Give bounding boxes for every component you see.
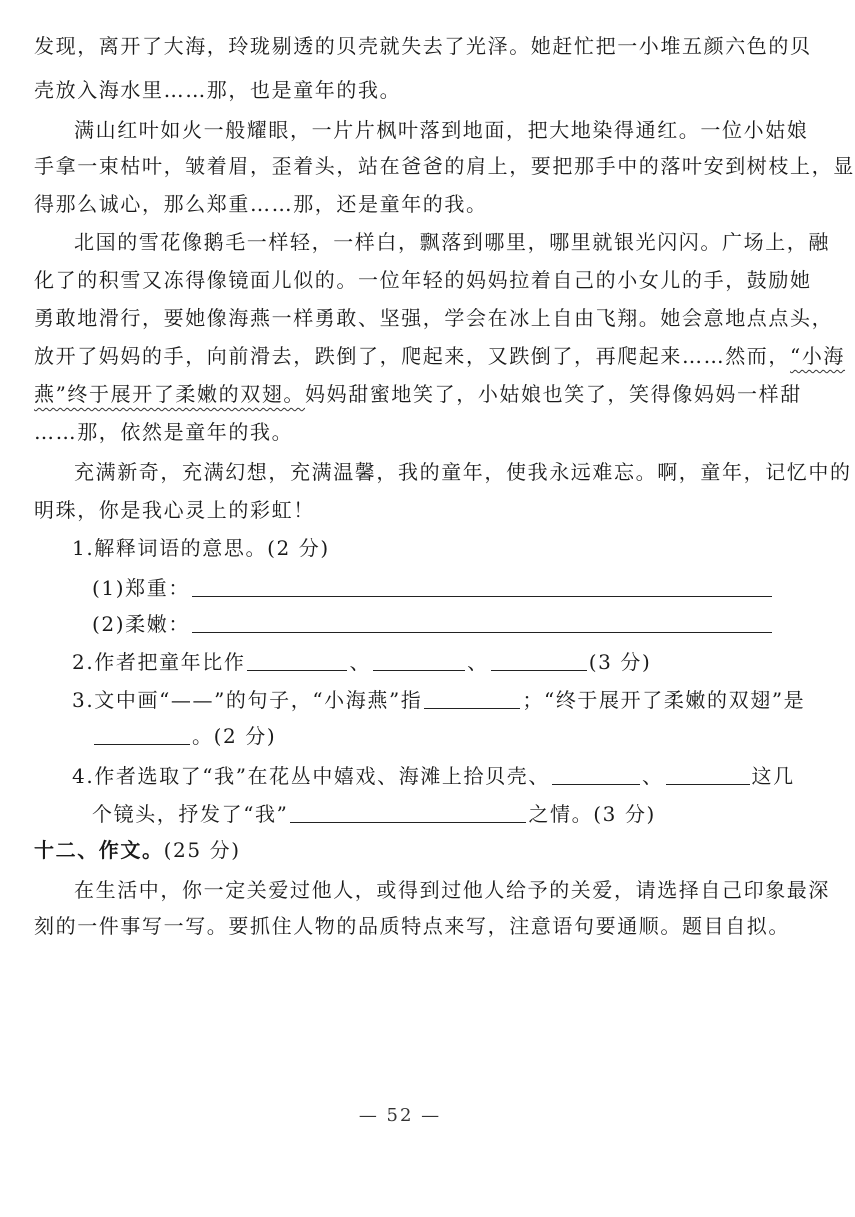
passage-line: 手拿一束枯叶，皱着眉，歪着头，站在爸爸的肩上，要把那手中的落叶安到树枝上，显 <box>34 154 855 178</box>
question-text: 个镜头，抒发了“我” <box>92 802 289 826</box>
score-label: (3 分) <box>588 650 652 674</box>
passage-line: 北国的雪花像鹅毛一样轻，一样白，飘落到哪里，哪里就银光闪闪。广场上，融 <box>74 230 830 254</box>
section-title: 十二、作文。 <box>34 838 164 862</box>
passage-line: 发现，离开了大海，玲珑剔透的贝壳就失去了光泽。她赶忙把一小堆五颜六色的贝 <box>34 34 812 58</box>
composition-heading <box>34 830 241 870</box>
question-label: (1)郑重： <box>92 576 190 600</box>
answer-blank[interactable] <box>94 720 190 745</box>
passage-line: 勇敢地滑行，要她像海燕一样勇敢、坚强，学会在冰上自由飞翔。她会意地点点头， <box>34 306 834 330</box>
answer-blank[interactable] <box>552 760 640 785</box>
score-label: 。(2 分) <box>192 724 277 748</box>
answer-blank[interactable] <box>424 684 520 709</box>
passage-text: 妈妈甜蜜地笑了，小姑娘也笑了，笑得像妈妈一样甜 <box>305 382 802 406</box>
question-1: 1.解释词语的意思。(2 分) <box>72 536 330 560</box>
question-text: ；“终于展开了柔嫩的双翅”是 <box>522 688 806 712</box>
separator: 、 <box>467 650 489 674</box>
answer-blank[interactable] <box>666 760 750 785</box>
passage-line <box>34 374 802 414</box>
answer-blank[interactable] <box>491 646 587 671</box>
wavy-underlined-sentence: 燕”终于展开了柔嫩的双翅。 <box>34 382 306 406</box>
passage-line <box>34 336 845 376</box>
answer-blank[interactable] <box>192 608 772 633</box>
passage-line: 化了的积雪又冻得像镜面儿似的。一位年轻的妈妈拉着自己的小女儿的手，鼓励她 <box>34 268 812 292</box>
question-text: 这几 <box>751 764 795 788</box>
question-label: (2)柔嫩： <box>92 612 190 636</box>
question-3 <box>72 680 805 720</box>
passage-line: 得那么诚心，那么郑重……那，还是童年的我。 <box>34 192 488 216</box>
separator: 、 <box>641 764 664 788</box>
question-4-cont <box>92 794 656 834</box>
question-text: 2.作者把童年比作 <box>72 650 246 674</box>
answer-blank[interactable] <box>373 646 465 671</box>
answer-blank[interactable] <box>290 798 526 823</box>
question-2 <box>72 642 651 682</box>
passage-line: ……那，依然是童年的我。 <box>34 420 294 444</box>
answer-blank[interactable] <box>247 646 347 671</box>
passage-text: 放开了妈妈的手，向前滑去，跌倒了，爬起来，又跌倒了，再爬起来……然而， <box>34 344 790 368</box>
score-label: (25 分) <box>163 838 241 862</box>
composition-prompt-line: 刻的一件事写一写。要抓住人物的品质特点来写，注意语句要通顺。题目自拟。 <box>34 914 790 938</box>
separator: 、 <box>349 650 372 674</box>
page-number: — 52 — <box>358 1105 442 1126</box>
question-text: 之情。(3 分) <box>528 802 656 826</box>
question-text: 4.作者选取了“我”在花丛中嬉戏、海滩上拾贝壳、 <box>72 764 550 788</box>
composition-prompt-line: 在生活中，你一定关爱过他人，或得到过他人给予的关爱，请选择自己印象最深 <box>74 878 830 902</box>
question-4 <box>72 756 795 796</box>
passage-line: 满山红叶如火一般耀眼，一片片枫叶落到地面，把大地染得通红。一位小姑娘 <box>74 118 809 142</box>
passage-line: 充满新奇，充满幻想，充满温馨，我的童年，使我永远难忘。啊，童年，记忆中的 <box>74 460 852 484</box>
question-1-part-2 <box>92 604 774 644</box>
passage-line: 壳放入海水里……那，也是童年的我。 <box>34 78 402 102</box>
question-1-part-1 <box>92 568 774 608</box>
answer-blank[interactable] <box>192 572 772 597</box>
passage-line: 明珠，你是我心灵上的彩虹！ <box>34 498 315 522</box>
wavy-underlined-sentence: “小海 <box>790 344 846 368</box>
question-3-cont <box>92 716 276 756</box>
question-text: 3.文中画“——”的句子，“小海燕”指 <box>72 688 423 712</box>
